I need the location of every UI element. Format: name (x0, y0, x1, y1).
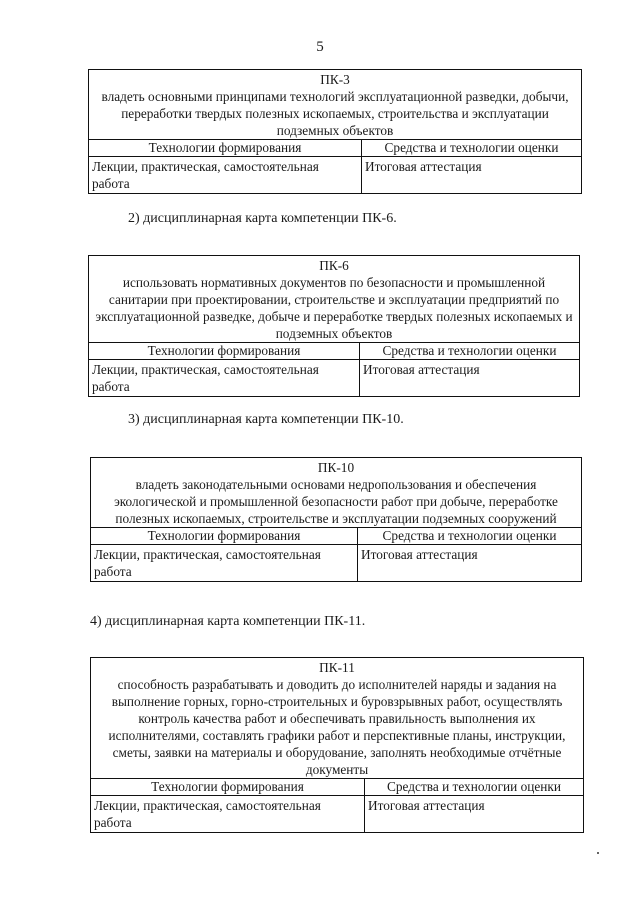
scan-speck (597, 852, 599, 854)
column-header-technologies: Технологии формирования (89, 140, 362, 157)
competence-description: владеть законодательными основами недропользования и обеспечения экологической и промышленной безопасности работ при добыче, переработке полезных ископаемых, строительстве и эксплуатации подземных сооружений (114, 477, 558, 526)
section-heading-pk6: 2) дисциплинарная карта компетенции ПК-6. (128, 211, 397, 226)
column-header-technologies: Технологии формирования (91, 528, 358, 545)
competence-description: владеть основными принципами технологий эксплуатационной разведки, добычи, переработки твердых полезных ископаемых, строительства и эксплуатации подземных объектов (101, 89, 569, 138)
assessment-value: Итоговая аттестация (360, 360, 580, 397)
competence-description: способность разрабатывать и доводить до исполнителей наряды и задания на выполнение горных, горно-строительных и буровзрывных работ, осуществлять контроль качества работ и обеспечивать правильность выполнения их исполнителями, составлять графики работ и перспективные планы, инструкции, сметы, заявки на материалы и оборудование, заполнять необходимые отчётные документы (108, 677, 566, 777)
competence-code: ПК-6 (319, 258, 349, 273)
section-heading-pk11: 4) дисциплинарная карта компетенции ПК-11. (90, 614, 366, 629)
column-header-assessment: Средства и технологии оценки (365, 779, 584, 796)
competence-code: ПК-10 (317, 460, 355, 475)
competence-card-pk6 (88, 255, 580, 397)
column-header-assessment: Средства и технологии оценки (362, 140, 582, 157)
assessment-value: Итоговая аттестация (365, 796, 584, 833)
column-header-technologies: Технологии формирования (91, 779, 365, 796)
competence-card-pk11 (90, 657, 584, 833)
column-header-assessment: Средства и технологии оценки (358, 528, 582, 545)
card-header (91, 458, 582, 528)
technologies-value: Лекции, практическая, самостоятельная работа (89, 360, 360, 397)
page-number: 5 (316, 39, 324, 55)
competence-card-pk3 (88, 69, 582, 194)
assessment-value: Итоговая аттестация (358, 545, 582, 582)
assessment-value: Итоговая аттестация (362, 157, 582, 194)
column-header-assessment: Средства и технологии оценки (360, 343, 580, 360)
competence-code: ПК-11 (319, 660, 355, 675)
card-header (89, 70, 582, 140)
section-heading-pk10: 3) дисциплинарная карта компетенции ПК-10. (128, 412, 404, 427)
card-header (91, 658, 584, 779)
technologies-value: Лекции, практическая, самостоятельная работа (89, 157, 362, 194)
technologies-value: Лекции, практическая, самостоятельная работа (91, 796, 365, 833)
competence-card-pk10 (90, 457, 582, 582)
competence-description: использовать нормативных документов по безопасности и промышленной санитарии при проектировании, строительстве и эксплуатации предприятий по эксплуатационной разведке, добыче и переработке твердых полезных ископаемых и подземных объектов (95, 275, 573, 341)
card-header (89, 256, 580, 343)
technologies-value: Лекции, практическая, самостоятельная работа (91, 545, 358, 582)
competence-code: ПК-3 (320, 72, 350, 87)
column-header-technologies: Технологии формирования (89, 343, 360, 360)
